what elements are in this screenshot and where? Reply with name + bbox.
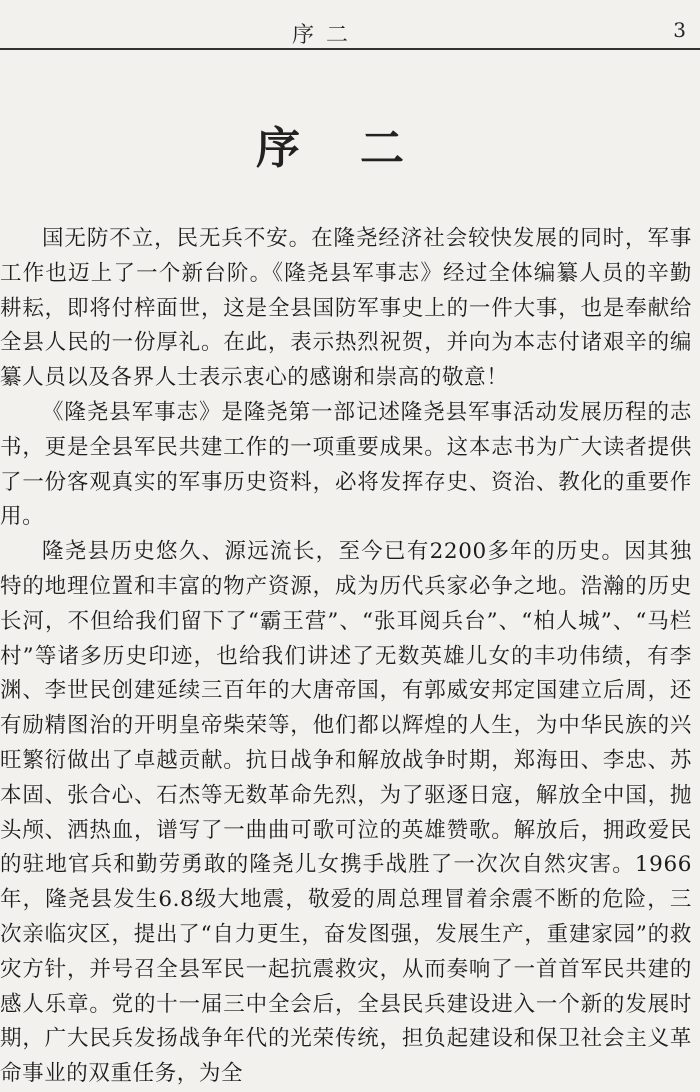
running-title: 序二 <box>292 23 361 48</box>
paragraph: 国无防不立，民无兵不安。在隆尧经济社会较快发展的同时，军事工作也迈上了一个新台阶。《隆尧县军事志》经过全体编纂人员的辛勤耕耘，即将付梓面世，这是全县国防军事史上的一件大事，也是奉献给全县人民的一份厚礼。在此，表示热烈祝贺，并向为本志付诸艰辛的编纂人员以及各界人士表示衷心的感谢和崇高的敬意！ <box>0 226 692 391</box>
paragraph: 隆尧县历史悠久、源远流长，至今已有2200多年的历史。因其独特的地理位置和丰富的物产资源，成为历代兵家必争之地。浩瀚的历史长河，不但给我们留下了“霸王营”、“张耳阅兵台”、“柏人城”、“马栏村”等诸多历史印迹，也给我们讲述了无数英雄儿女的丰功伟绩，有李渊、李世民创建延续三百年的大唐帝国，有郭威安邦定国建立后周，还有励精图治的开明皇帝柴荣等，他们都以辉煌的人生，为中华民族的兴旺繁衍做出了卓越贡献。抗日战争和解放战争时期，郑海田、李忠、苏本固、张合心、石杰等无数革命先烈，为了驱逐日寇，解放全中国，抛头颅、洒热血，谱写了一曲曲可歌可泣的英雄赞歌。解放后，拥政爱民的驻地官兵和勤劳勇敢的隆尧儿女携手战胜了一次次自然灾害。1966年，隆尧县发生6.8级大地震，敬爱的周总理冒着余震不断的危险，三次亲临灾区，提出了“自力更生，奋发图强，发展生产，重建家园”的救灾方针，并号召全县军民一起抗震救灾，从而奏响了一首首军民共建的感人乐章。党的十一届三中全会后，全县民兵建设进入一个新的发展时期，广大民兵发扬战争年代的光荣传统，担负起建设和保卫社会主义革命事业的双重任务，为全 <box>0 539 692 1087</box>
paragraph: 《隆尧县军事志》是隆尧第一部记述隆尧县军事活动发展历程的志书，更是全县军民共建工作的一项重要成果。这本志书为广大读者提供了一份客观真实的军事历史资料，必将发挥存史、资治、教化的重要作用。 <box>0 399 692 530</box>
running-header <box>0 0 700 48</box>
chapter-title: 序二 <box>256 123 464 174</box>
page-number: 3 <box>673 18 686 42</box>
header-rule <box>0 48 700 50</box>
body-text <box>0 222 692 1092</box>
